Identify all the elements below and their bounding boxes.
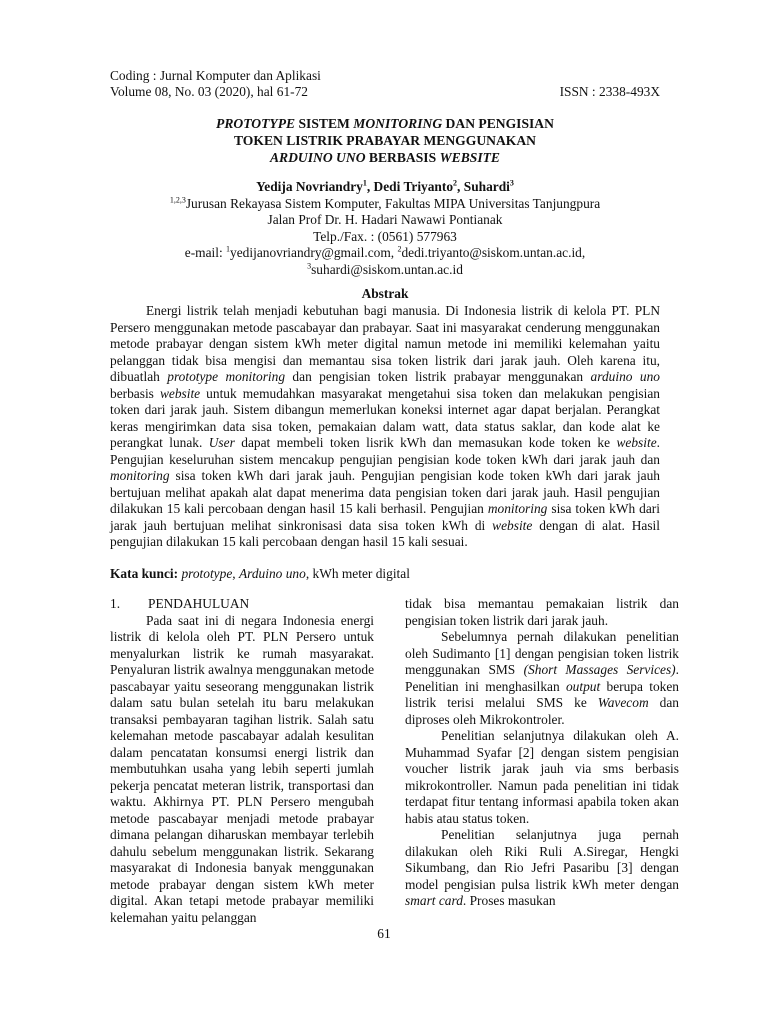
title-text: BERBASIS (365, 150, 440, 165)
phone: Telp./Fax. : (0561) 577963 (313, 228, 457, 244)
paragraph-italic: output (565, 678, 601, 694)
journal-volume: Volume 08, No. 03 (2020), hal 61-72 (110, 84, 308, 99)
keyword-3: , kWh meter digital (305, 566, 410, 581)
paragraph-sudimanto (405, 629, 679, 728)
left-column (110, 596, 374, 926)
abstract-italic: prototype monitoring (167, 369, 286, 384)
title-text: SISTEM (295, 116, 354, 131)
paragraph-text: . Proses masukan (462, 893, 556, 908)
journal-issn: ISSN : 2338-493X (559, 84, 660, 99)
abstract-text: . Pengujian keseluruhan sistem mencakup pengujian pengisian kode token kWh dari jarak jauh dan (110, 435, 660, 467)
title-line-2: TOKEN LISTRIK PRABAYAR MENGGUNAKAN (233, 133, 536, 148)
abstract-italic: User (208, 435, 235, 450)
keywords (110, 566, 660, 583)
email-label: e-mail: (184, 245, 227, 260)
right-column (405, 596, 679, 910)
email-3: suhardi@siskom.untan.ac.id (311, 261, 463, 277)
emails-line-2 (110, 262, 660, 279)
author-1-mark: 1 (362, 178, 367, 188)
abstract-italic: website (159, 385, 201, 401)
author-2: , Dedi Triyanto (366, 179, 454, 194)
abstract-text: sisa token kWh dari jarak jauh bertujuan melihat sinkronisasi data sisa token kWh di (110, 501, 660, 533)
journal-header (110, 68, 660, 100)
paragraph-text: dan diproses oleh Mikrokontroler. (405, 695, 679, 727)
abstract-text: sisa token kWh dari jarak jauh. Pengujian pengisian kode token kWh dari jarak jauh bertujuan melihat apakah alat dapat menerima data pengisian token dari jarak jauh. Hasil pengujian dilakukan 15 kali percobaan dengan hasil 15 kali berhasil. Pengujian (110, 468, 660, 516)
paragraph-text: Sebelumnya pernah dilakukan penelitian oleh Sudimanto [1] dengan pengisian token listrik menggunakan SMS (405, 629, 679, 677)
section-heading (110, 596, 374, 613)
paragraph-italic: smart card (405, 893, 463, 908)
keyword-1: prototype (181, 566, 233, 581)
email-1: yedijanovriandry@gmail.com, (230, 245, 398, 260)
section-title: PENDAHULUAN (148, 596, 250, 611)
abstract-text: dapat membeli token lisrik kWh dan memasukan kode token ke (234, 435, 617, 450)
intro-paragraph: Pada saat ini di negara Indonesia energi listrik di kelola oleh PT. PLN Persero untuk menyalurkan listrik ke rumah masyarakat. Penyaluran listrik awalnya menggunakan metode pascabayar yaitu seseorang menggunakan listrik dalam satu bulan setelah itu baru melakukan transaksi pembayaran tagihan listrik. Salah satu kelemahan metode pascabayar adalah kesulitan dalam pencatatan konsumsi energi listrik dan membutuhkan usaha yang lebih seperti jumlah pekerja pencatat meteran listrik, transportasi dan waktu. Akhirnya PT. PLN Persero mengubah metode pascabayar menjadi metode prabayar dimana pelangan diharuskan membayar terlebih dahulu sebelum menggunakan listrik. Sekarang masyarakat di Indonesia banyak menggunakan metode prabayar dengan sistem kWh meter digital. Akan tetapi metode prabayar memiliki kelemahan yaitu pelanggan (110, 612, 375, 925)
abstract-text: untuk memudahkan masyarakat mengetahui sisa token dan melakukan pengisian token dari jarak jauh. Sistem dibangun memerlukan koneksi internet agar dapat berjalan. Perangkat keras mengirimkan data sisa token, pemakaian dalam watt, data status saklar, dan kode alat ke perangkat lunak. (110, 385, 660, 450)
abstract-italic: arduino uno (590, 369, 660, 384)
keywords-label: Kata kunci: (110, 566, 179, 581)
affiliation (110, 196, 660, 213)
email-1-mark: 1 (226, 244, 231, 254)
abstract-italic: monitoring (487, 501, 548, 516)
abstract-heading: Abstrak (361, 286, 409, 301)
keyword-2: Arduino uno (238, 566, 306, 581)
section-number: 1. (110, 596, 121, 611)
abstract-italic: monitoring (110, 468, 170, 483)
paragraph-syafar: Penelitian selanjutnya dilakukan oleh A. Muhammad Syafar [2] dengan sistem pengisian voucher listrik jarak jauh via sms berbasis mikrokontroller. Namun pada penelitian ini tidak terdapat fitur tentang informasi apabila token akan habis atau status token. (405, 728, 679, 826)
abstract-text: dan pengisian token listrik prabayar menggunakan (285, 369, 591, 384)
paragraph-text: . Penelitian ini menghasilkan (405, 662, 679, 694)
paragraph-text: berupa token listrik terisi melalui SMS ke (405, 678, 679, 710)
abstract-italic: website (616, 435, 657, 450)
paragraph-italic: Wavecom (597, 695, 649, 710)
email-2-mark: 2 (397, 244, 402, 254)
abstract-body (110, 303, 660, 551)
author-block (110, 179, 660, 278)
title-word-monitoring: MONITORING (353, 116, 443, 131)
keyword-sep: , (232, 566, 239, 581)
abstract-italic: website (492, 517, 533, 533)
continued-paragraph: tidak bisa memantau pemakaian listrik dan pengisian token listrik dari jarak jauh. (405, 596, 679, 628)
email-2: dedi.triyanto@siskom.untan.ac.id, (401, 245, 586, 260)
affiliation-mark: 1,2,3 (169, 195, 186, 205)
author-names (110, 179, 660, 196)
title-word-website: WEBSITE (439, 150, 501, 165)
paragraph-italic: (Short Massages Services) (523, 662, 676, 677)
author-1: Yedija Novriandry (256, 179, 363, 194)
email-3-mark: 3 (307, 261, 312, 271)
author-3: , Suhardi (457, 179, 510, 194)
paper-title (110, 115, 660, 166)
abstract-text: berbasis (110, 385, 160, 401)
title-text: DAN PENGISIAN (442, 116, 554, 131)
paragraph-text: Penelitian selanjutnya juga pernah dilakukan oleh Riki Ruli A.Siregar, Hengki Sikumbang, dan Rio Jefri Pasaribu [3] dengan model pengisian pulsa listrik kWh meter dengan (405, 827, 679, 892)
title-word-prototype: PROTOTYPE (216, 116, 296, 131)
address: Jalan Prof Dr. H. Hadari Nawawi Pontianak (267, 212, 503, 227)
journal-name: Coding : Jurnal Komputer dan Aplikasi (110, 68, 321, 83)
page-number: 61 (377, 926, 391, 941)
author-2-mark: 2 (453, 178, 458, 188)
title-word-arduino: ARDUINO UNO (269, 150, 366, 165)
abstract-text: Energi listrik telah menjadi kebutuhan bagi manusia. Di Indonesia listrik di kelola PT. PLN Persero menggunakan metode pascabayar dan prabayar. Saat ini masyarakat cenderung menggunakan metode prabayar dengan sistem kWh meter digital namun metode ini memiliki kelemahan yaitu pelanggan tidak bisa mengisi dan memantau sisa token listrik dari jarak jauh. Oleh karena itu, dibuatlah (110, 303, 660, 384)
author-3-mark: 3 (509, 178, 514, 188)
paragraph-siregar (405, 827, 679, 910)
emails (110, 245, 660, 262)
affiliation-text: Jurusan Rekayasa Sistem Komputer, Fakultas MIPA Universitas Tanjungpura (185, 195, 601, 211)
abstract-text: dengan di alat. Hasil pengujian dilakukan 15 kali percobaan dengan hasil 15 kali sesuai. (110, 517, 660, 549)
